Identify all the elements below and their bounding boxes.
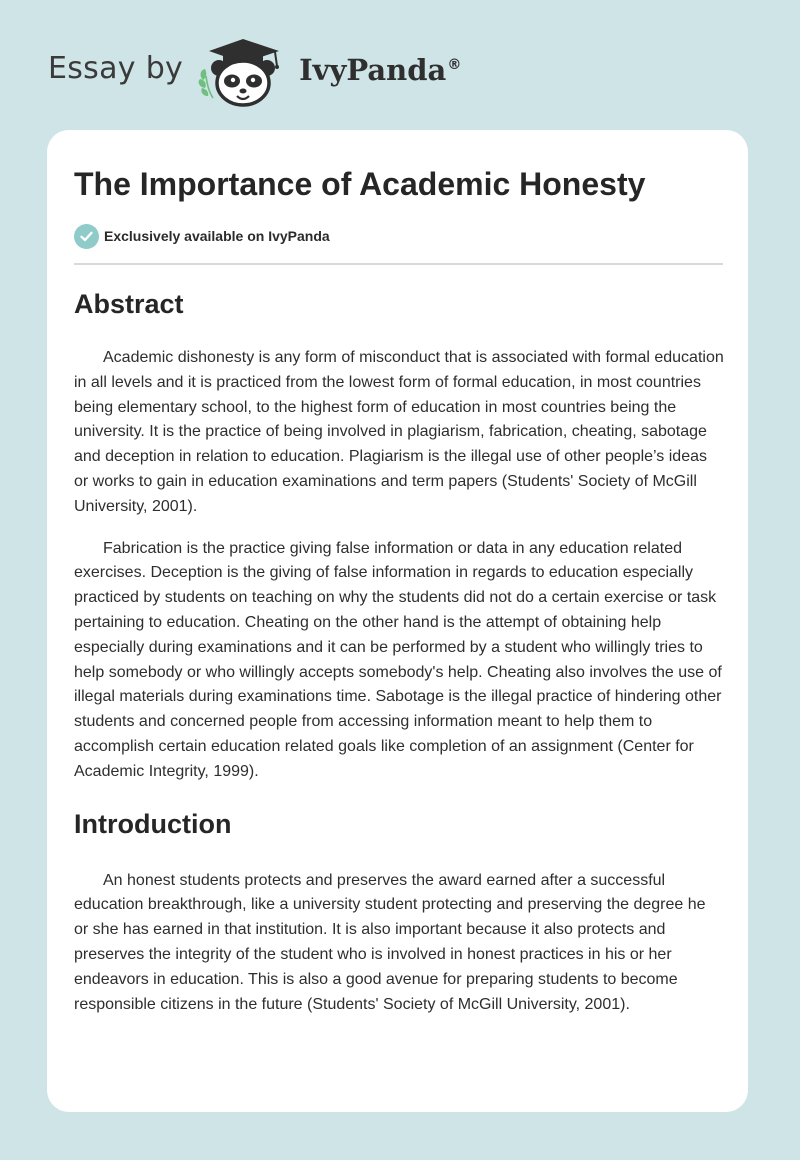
brand-prefix: Essay by	[48, 50, 184, 86]
section-heading-abstract: Abstract	[74, 289, 184, 319]
paragraph: Fabrication is the practice giving false information or data in any education related exercises. Deception is the giving of false information in regards to education especially practiced by students on teaching on why the students did not do a certain exercise or task pertaining to education. Cheating on the other hand is the attempt of obtaining help especially during examinations and it can be performed by a student who willingly tries to help somebody or who willingly accepts somebody's help. Cheating also involves the use of illegal materials during examinations time. Sabotage is the illegal practice of hindering other students and concerned people from accessing information meant to help them to accomplish certain education related goals like completion of an assignment (Center for Academic Integrity, 1999).	[74, 539, 722, 780]
paragraph: Academic dishonesty is any form of misconduct that is associated with formal education in all levels and it is practiced from the lowest form of formal education, in most countries being elementary school, to the highest form of education in most countries being the university. It is the practice of being involved in plagiarism, fabrication, cheating, sabotage and deception in relation to education. Plagiarism is the illegal use of other people’s ideas or works to gain in education examinations and term papers (Students' Society of McGill University, 2001).	[74, 349, 724, 515]
brand-header	[48, 36, 461, 108]
badge-label: Exclusively available on IvyPanda	[104, 228, 330, 244]
check-icon	[74, 224, 99, 249]
essay-card	[47, 130, 748, 1112]
exclusive-badge	[74, 223, 722, 249]
leaf-icon	[199, 69, 213, 98]
brand-name: IvyPanda®	[299, 53, 462, 87]
registered-mark: ®	[447, 57, 462, 74]
ivypanda-logo-icon	[197, 36, 291, 108]
divider	[74, 263, 723, 265]
paragraph: An honest students protects and preserves the award earned after a successful education breakthrough, like a university student protecting and preserving the degree he or she has earned in that institution. It is also important because it also protects and preserves the integrity of the student who is involved in honest practices in his or her endeavors in education. This is also a good avenue for preparing students to become responsible citizens in the future (Students' Society of McGill University, 2001).	[74, 871, 706, 1013]
page-title: The Importance of Academic Honesty	[74, 166, 646, 202]
section-heading-introduction: Introduction	[74, 808, 232, 839]
